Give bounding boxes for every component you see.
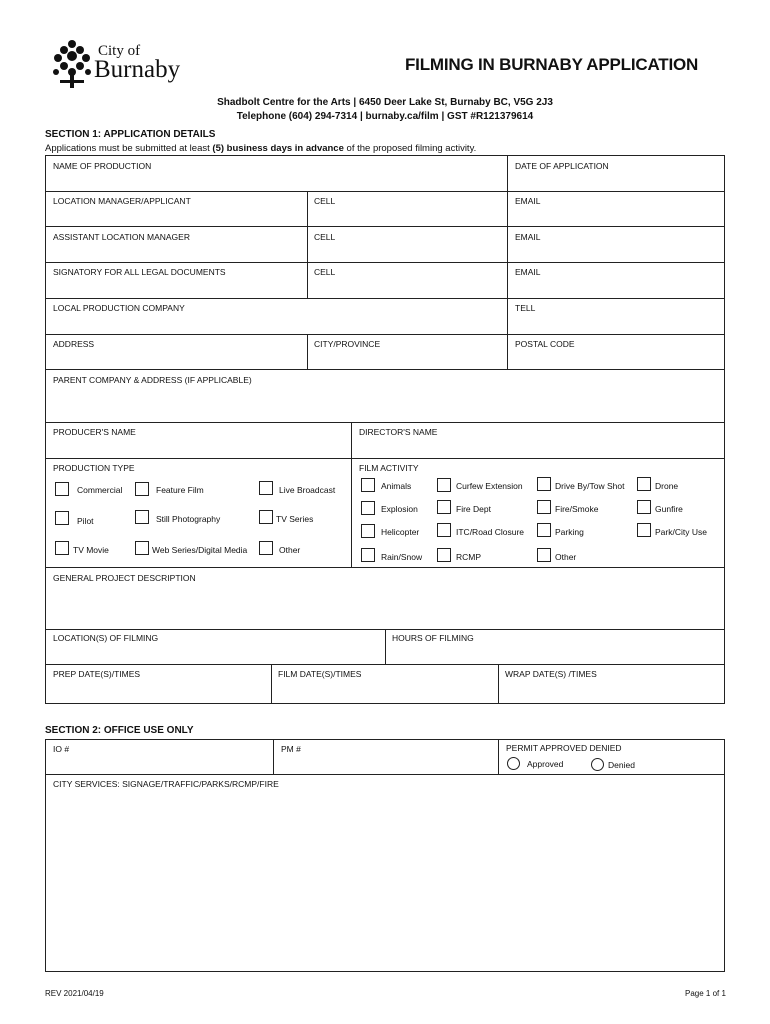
section1-heading: SECTION 1: APPLICATION DETAILS bbox=[45, 129, 216, 140]
date-of-application-label: DATE OF APPLICATION bbox=[515, 161, 609, 171]
city-services-field[interactable] bbox=[45, 774, 725, 972]
checkbox-feature-film[interactable] bbox=[135, 482, 149, 496]
cell1-field[interactable] bbox=[307, 191, 508, 227]
name-of-production-label: NAME OF PRODUCTION bbox=[53, 161, 152, 171]
park-city-use-label: Park/City Use bbox=[655, 527, 707, 537]
tv-series-label: TV Series bbox=[276, 514, 314, 524]
checkbox-drive-by[interactable] bbox=[537, 477, 551, 491]
approved-label: Approved bbox=[527, 759, 564, 769]
checkbox-explosion[interactable] bbox=[361, 501, 375, 515]
signatory-label: SIGNATORY FOR ALL LEGAL DOCUMENTS bbox=[53, 267, 226, 277]
checkbox-live-broadcast[interactable] bbox=[259, 481, 273, 495]
other-activity-label: Other bbox=[555, 552, 577, 562]
feature-film-label: Feature Film bbox=[156, 485, 204, 495]
contact-line: Telephone (604) 294-7314 | burnaby.ca/film | GST #R121379614 bbox=[236, 111, 534, 122]
tell-field[interactable] bbox=[507, 298, 725, 335]
local-company-label: LOCAL PRODUCTION COMPANY bbox=[53, 303, 185, 313]
wrap-dates-label: WRAP DATE(S) /TIMES bbox=[505, 669, 597, 679]
submission-note: Applications must be submitted at least (5) business days in advance of the proposed filming activity. bbox=[45, 143, 477, 154]
commercial-label: Commercial bbox=[77, 485, 123, 495]
io-label: IO # bbox=[53, 744, 70, 754]
web-series-label: Web Series/Digital Media bbox=[152, 545, 248, 555]
checkbox-tv-movie[interactable] bbox=[55, 541, 69, 555]
curfew-extension-label: Curfew Extension bbox=[456, 481, 523, 491]
cell1-label: CELL bbox=[314, 196, 336, 206]
road-closure-label: ITC/Road Closure bbox=[456, 527, 525, 537]
form-title: FILMING IN BURNABY APPLICATION bbox=[405, 55, 699, 74]
drone-label: Drone bbox=[655, 481, 679, 491]
producer-label: PRODUCER'S NAME bbox=[53, 427, 136, 437]
pm-field[interactable] bbox=[273, 739, 499, 775]
assistant-manager-label: ASSISTANT LOCATION MANAGER bbox=[53, 232, 190, 242]
checkbox-fire-dept[interactable] bbox=[437, 500, 451, 514]
city-services-label: CITY SERVICES: SIGNAGE/TRAFFIC/PARKS/RCMP/FIRE bbox=[53, 779, 279, 789]
film-activity-label: FILM ACTIVITY bbox=[359, 463, 419, 473]
tv-movie-label: TV Movie bbox=[73, 545, 109, 555]
pm-label: PM # bbox=[281, 744, 301, 754]
checkbox-road-closure[interactable] bbox=[437, 523, 451, 537]
radio-approved[interactable] bbox=[507, 757, 520, 770]
checkbox-pilot[interactable] bbox=[55, 511, 69, 525]
checkbox-web-series[interactable] bbox=[135, 541, 149, 555]
city-province-label: CITY/PROVINCE bbox=[314, 339, 381, 349]
checkbox-animals[interactable] bbox=[361, 478, 375, 492]
address-line: Shadbolt Centre for the Arts | 6450 Deer Lake St, Burnaby BC, V5G 2J3 bbox=[217, 97, 553, 108]
live-broadcast-label: Live Broadcast bbox=[279, 485, 336, 495]
email1-label: EMAIL bbox=[515, 196, 541, 206]
locations-label: LOCATION(S) OF FILMING bbox=[53, 633, 159, 643]
rcmp-label: RCMP bbox=[456, 552, 482, 562]
logo-text-burnaby: Burnaby bbox=[94, 56, 181, 83]
gunfire-label: Gunfire bbox=[655, 504, 683, 514]
checkbox-tv-series[interactable] bbox=[259, 510, 273, 524]
cell2-field[interactable] bbox=[307, 226, 508, 263]
location-manager-label: LOCATION MANAGER/APPLICANT bbox=[53, 196, 191, 206]
revision-label: REV 2021/04/19 bbox=[45, 989, 104, 998]
director-label: DIRECTOR'S NAME bbox=[359, 427, 438, 437]
explosion-label: Explosion bbox=[381, 504, 418, 514]
tell-label: TELL bbox=[515, 303, 536, 313]
prep-dates-label: PREP DATE(S)/TIMES bbox=[53, 669, 141, 679]
drive-by-label: Drive By/Tow Shot bbox=[555, 481, 625, 491]
cell3-label: CELL bbox=[314, 267, 336, 277]
pilot-label: Pilot bbox=[77, 516, 94, 526]
checkbox-fire-smoke[interactable] bbox=[537, 500, 551, 514]
helicopter-label: Helicopter bbox=[381, 527, 420, 537]
checkbox-still-photography[interactable] bbox=[135, 510, 149, 524]
other-production-label: Other bbox=[279, 545, 301, 555]
radio-denied[interactable] bbox=[591, 758, 604, 771]
checkbox-curfew-extension[interactable] bbox=[437, 478, 451, 492]
parking-label: Parking bbox=[555, 527, 584, 537]
hours-label: HOURS OF FILMING bbox=[392, 633, 474, 643]
film-dates-label: FILM DATE(S)/TIMES bbox=[278, 669, 362, 679]
checkbox-commercial[interactable] bbox=[55, 482, 69, 496]
checkbox-rcmp[interactable] bbox=[437, 548, 451, 562]
permit-label: PERMIT APPROVED DENIED bbox=[506, 743, 622, 753]
parent-company-label: PARENT COMPANY & ADDRESS (IF APPLICABLE) bbox=[53, 375, 252, 385]
animals-label: Animals bbox=[381, 481, 412, 491]
fire-smoke-label: Fire/Smoke bbox=[555, 504, 599, 514]
cell3-field[interactable] bbox=[307, 262, 508, 299]
denied-label: Denied bbox=[608, 760, 635, 770]
logo-text-city-of: City of bbox=[98, 43, 141, 59]
email2-label: EMAIL bbox=[515, 232, 541, 242]
fire-dept-label: Fire Dept bbox=[456, 504, 491, 514]
checkbox-parking[interactable] bbox=[537, 523, 551, 537]
postal-code-label: POSTAL CODE bbox=[515, 339, 575, 349]
cell2-label: CELL bbox=[314, 232, 336, 242]
checkbox-other-production[interactable] bbox=[259, 541, 273, 555]
checkbox-park-city-use[interactable] bbox=[637, 523, 651, 537]
project-description-label: GENERAL PROJECT DESCRIPTION bbox=[53, 573, 196, 583]
email3-label: EMAIL bbox=[515, 267, 541, 277]
page-number: Page 1 of 1 bbox=[685, 989, 726, 998]
checkbox-drone[interactable] bbox=[637, 477, 651, 491]
still-photography-label: Still Photography bbox=[156, 514, 221, 524]
rain-snow-label: Rain/Snow bbox=[381, 552, 423, 562]
checkbox-rain-snow[interactable] bbox=[361, 548, 375, 562]
section2-heading: SECTION 2: OFFICE USE ONLY bbox=[45, 725, 194, 736]
checkbox-gunfire[interactable] bbox=[637, 500, 651, 514]
checkbox-helicopter[interactable] bbox=[361, 524, 375, 538]
checkbox-other-activity[interactable] bbox=[537, 548, 551, 562]
io-field[interactable] bbox=[45, 739, 274, 775]
production-type-label: PRODUCTION TYPE bbox=[53, 463, 135, 473]
address-label: ADDRESS bbox=[53, 339, 95, 349]
